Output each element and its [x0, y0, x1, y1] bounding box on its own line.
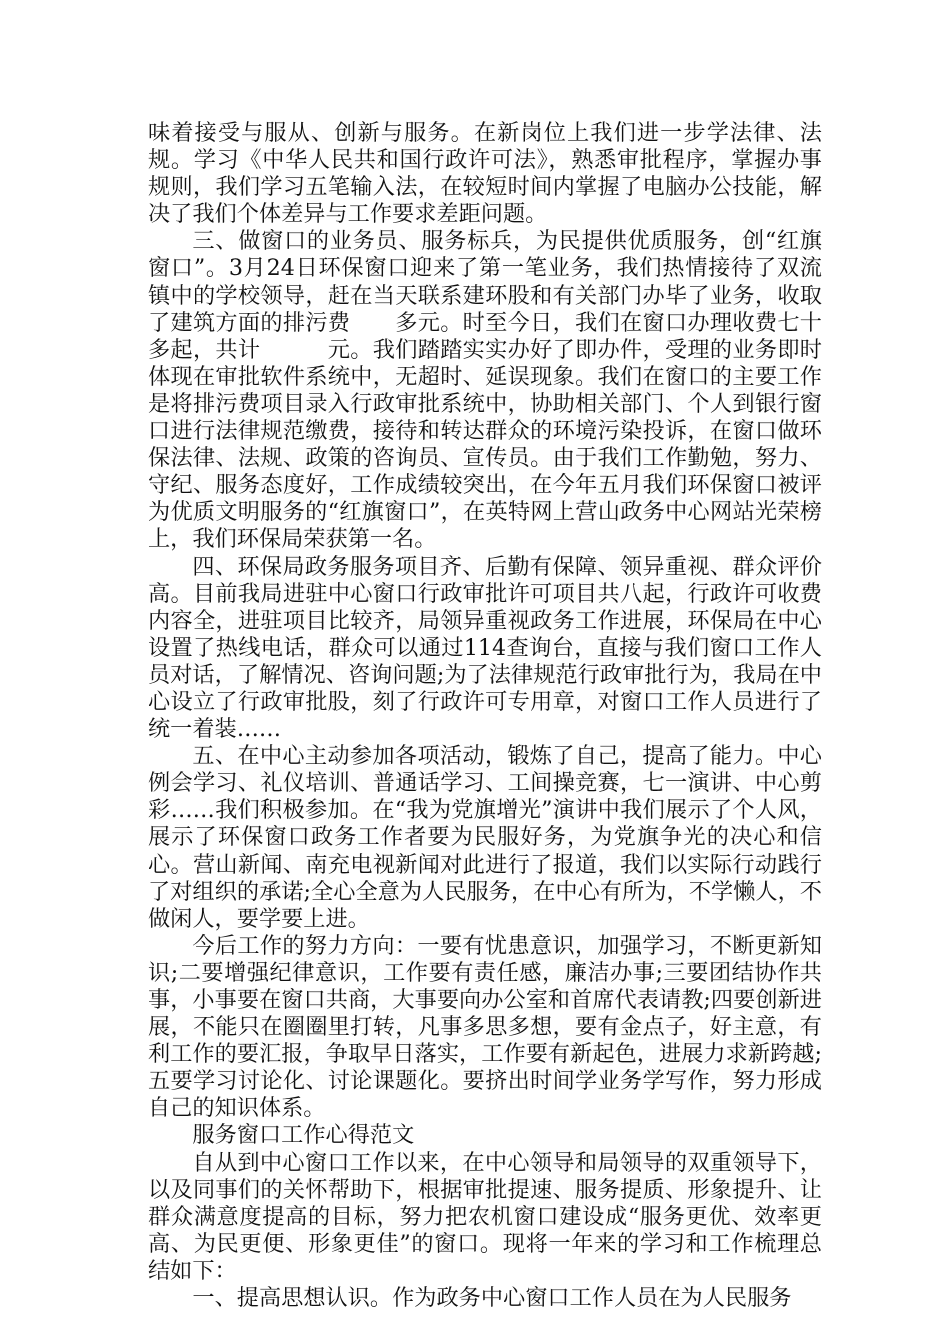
document-page [148, 120, 822, 1312]
paragraph-introduction: 自从到中心窗口工作以来，在中心领导和局领导的双重领导下，以及同事们的关怀帮助下，根据审批提速、服务提质、形象提升、让群众满意度提高的目标，努力把农机窗口建设成“服务更优、效率更高、为民更便、形象更佳”的窗口。现将一年来的学习和工作梳理总结如下： [148, 1149, 822, 1284]
section-title: 服务窗口工作心得范文 [192, 1122, 415, 1149]
paragraph-future-directions: 今后工作的努力方向：一要有忧患意识，加强学习，不断更新知识;二要增强纪律意识，工作要有责任感，廉洁办事;三要团结协作共事，小事要在窗口共商，大事要向办公室和首席代表请教;四要创新进展，不能只在圈圈里打转，凡事多思多想，要有金点子，好主意，有利工作的要汇报，争取早日落实，工作要有新起色，进展力求新跨越;五要学习讨论化、讨论课题化。要挤出时间学业务学写作，努力形成自己的知识体系。 [148, 932, 822, 1122]
paragraph-point-one: 一、提高思想认识。作为政务中心窗口工作人员在为人民服务 [192, 1285, 792, 1312]
paragraph-section-four: 四、环保局政务服务项目齐、后勤有保障、领异重视、群众评价高。目前我局进驻中心窗口行政审批许可项目共八起，行政许可收费内容全，进驻项目比较齐，局领异重视政务工作进展，环保局在中心设置了热线电话，群众可以通过114查询台，直接与我们窗口工作人员对话，了解情况、咨询问题;为了法律规范行政审批行为，我局在中心设立了行政审批股，刻了行政许可专用章，对窗口工作人员进行了统一着装…… [148, 553, 822, 743]
paragraph-section-five: 五、在中心主动参加各项活动，锻炼了自己，提高了能力。中心例会学习、礼仪培训、普通话学习、工间操竞赛，七一演讲、中心剪彩……我们积极参加。在“我为党旗增光”演讲中我们展示了个人风，展示了环保窗口政务工作者要为民服好务，为党旗争光的决心和信心。营山新闻、南充电视新闻对此进行了报道，我们以实际行动践行了对组织的承诺;全心全意为人民服务，在中心有所为，不学懒人，不做闲人，要学要上进。 [148, 743, 822, 932]
paragraph-section-three: 三、做窗口的业务员、服务标兵，为民提供优质服务，创“红旗窗口”。3月24日环保窗口迎来了第一笔业务，我们热情接待了双流镇中的学校领导，赶在当天联系建环股和有关部门办毕了业务，收取了建筑方面的排污费 多元。时至今日，我们在窗口办理收费七十多起，共计 元。我们踏踏实实办好了即办件，受理的业务即时体现在审批软件系统中，无超时、延误现象。我们在窗口的主要工作是将排污费项目录入行政审批系统中，协助相关部门、个人到银行窗口进行法律规范缴费，接待和转达群众的环境污染投诉，在窗口做环保法律、法规、政策的咨询员、宣传员。由于我们工作勤勉，努力、守纪、服务态度好，工作成绩较突出，在今年五月我们环保窗口被评为优质文明服务的“红旗窗口”，在英特网上营山政务中心网站光荣榜上，我们环保局荣获第一名。 [148, 228, 822, 553]
paragraph-continuation: 味着接受与服从、创新与服务。在新岗位上我们进一步学法律、法规。学习《中华人民共和国行政许可法》，熟悉审批程序，掌握办事规则，我们学习五笔输入法，在较短时间内掌握了电脑办公技能，解决了我们个体差异与工作要求差距问题。 [148, 120, 822, 228]
